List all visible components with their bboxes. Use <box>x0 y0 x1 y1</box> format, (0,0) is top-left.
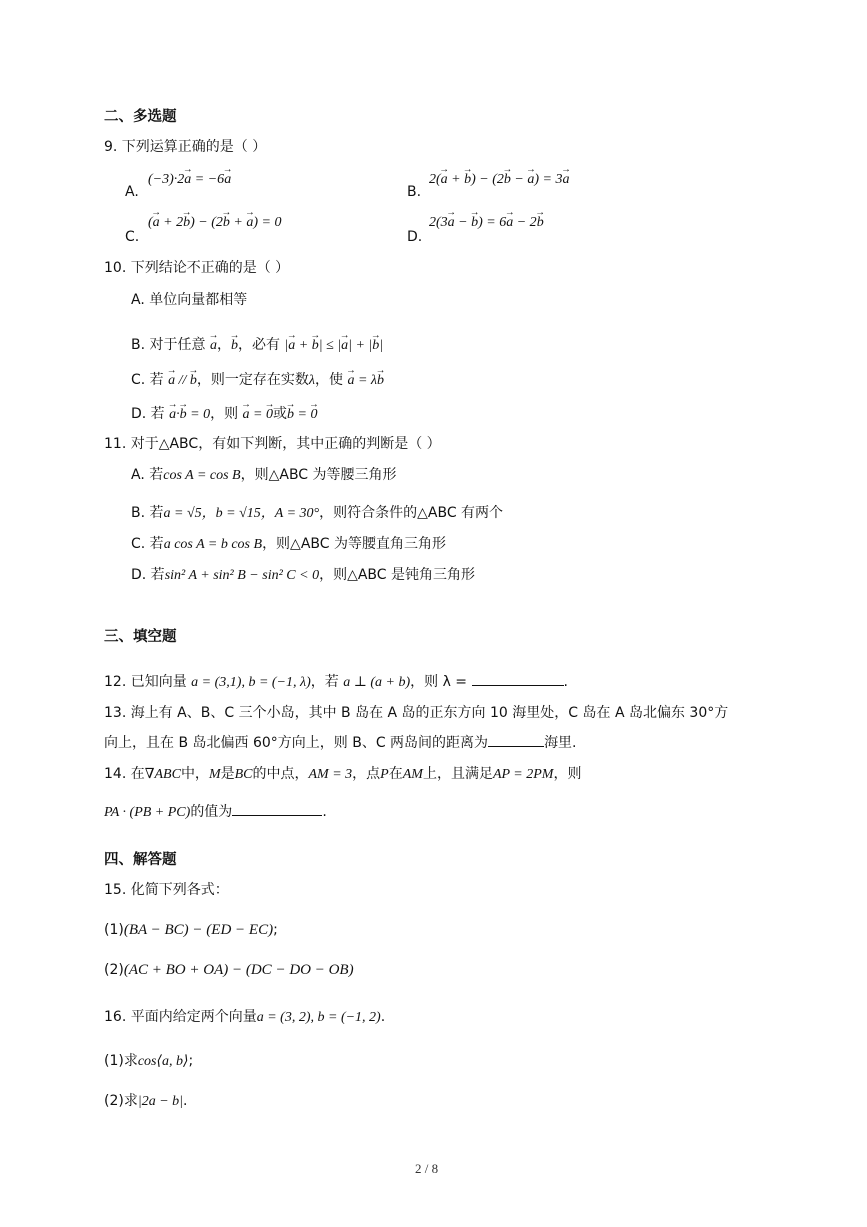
q9-option-a-label: A. <box>125 184 139 200</box>
q14-answer-blank[interactable] <box>232 803 322 816</box>
q11-option-c: C. 若a cos A = b cos B，则△ABC 为等腰直角三角形 <box>131 536 446 552</box>
question-11-stem: 11. 对于△ABC，有如下判断，其中正确的判断是（ ） <box>104 436 441 452</box>
question-13-line1: 13. 海上有 A、B、C 三个小岛，其中 B 岛在 A 岛的正东方向 10 海里处，C 岛在 A 岛北偏东 30°方 <box>104 705 729 721</box>
q10-option-d: D. 若 → a·→ b = 0，则 → a = → 0或→ b = → 0 <box>131 403 317 423</box>
section-title-solutions: 四、解答题 <box>104 852 177 868</box>
q9-option-b-label: B. <box>407 184 422 200</box>
q10-option-b: B. 对于任意 → a，→ b，必有 |→ a + → b| ≤ |→ a| + |→ b| <box>131 334 383 354</box>
q12-answer-blank[interactable] <box>472 673 564 686</box>
q9-option-c-label: C. <box>125 229 140 245</box>
section-title-fill-blank: 三、填空题 <box>104 629 177 645</box>
q15-part-1: (1)(BA − BC) − (ED − EC); <box>104 922 278 938</box>
q10-option-c: C. 若 → a // → b，则一定存在实数λ，使 → a = λ→ b <box>131 369 384 389</box>
q9-option-d-label: D. <box>407 229 423 245</box>
question-13-line2: 向上，且在 B 岛北偏西 60°方向上，则 B、C 两岛间的距离为 海里. <box>104 735 577 751</box>
question-14-line2: PA · (PB + PC)的值为 . <box>104 804 327 820</box>
q9-option-c-expr: (→ a + 2→ b) − (2→ b + → a) = 0 <box>148 215 281 231</box>
question-14-line1: 14. 在∇ABC中，M是BC的中点，AM = 3，点P在AM上，且满足AP = 2PM，则 <box>104 766 582 782</box>
question-9-stem: 9. 下列运算正确的是（ ） <box>104 139 267 155</box>
question-15-stem: 15. 化简下列各式： <box>104 882 229 898</box>
q16-part-2: (2)求|2a − b|. <box>104 1093 188 1109</box>
question-12: 12. 已知向量 a = (3,1), b = (−1, λ)，若 a ⊥ (a + b)，则 λ = . <box>104 674 568 690</box>
q10-option-a: A. 单位向量都相等 <box>131 292 248 308</box>
section-title-multiple-choice: 二、多选题 <box>104 109 177 125</box>
q9-option-b-expr: 2(→ a + → b) − (2→ b − → a) = 3→ a <box>429 172 569 188</box>
q9-option-a-expr: (−3)·2→ a = −6→ a <box>148 172 231 188</box>
q13-answer-blank[interactable] <box>488 734 544 747</box>
q11-option-d: D. 若sin² A + sin² B − sin² C < 0，则△ABC 是钝角三角形 <box>131 567 476 583</box>
question-10-stem: 10. 下列结论不正确的是（ ） <box>104 260 290 276</box>
question-16-stem: 16. 平面内给定两个向量a = (3, 2), b = (−1, 2). <box>104 1009 386 1025</box>
q15-part-2: (2)(AC + BO + OA) − (DC − DO − OB) <box>104 962 354 978</box>
page-number: 2 / 8 <box>415 1161 439 1176</box>
q9-option-d-expr: 2(3→ a − → b) = 6→ a − 2→ b <box>429 215 544 231</box>
q16-part-1: (1)求cos⟨a, b⟩; <box>104 1053 194 1069</box>
q11-option-a: A. 若cos A = cos B，则△ABC 为等腰三角形 <box>131 467 397 483</box>
q11-option-b: B. 若a = √5，b = √15，A = 30°，则符合条件的△ABC 有两个 <box>131 505 504 521</box>
